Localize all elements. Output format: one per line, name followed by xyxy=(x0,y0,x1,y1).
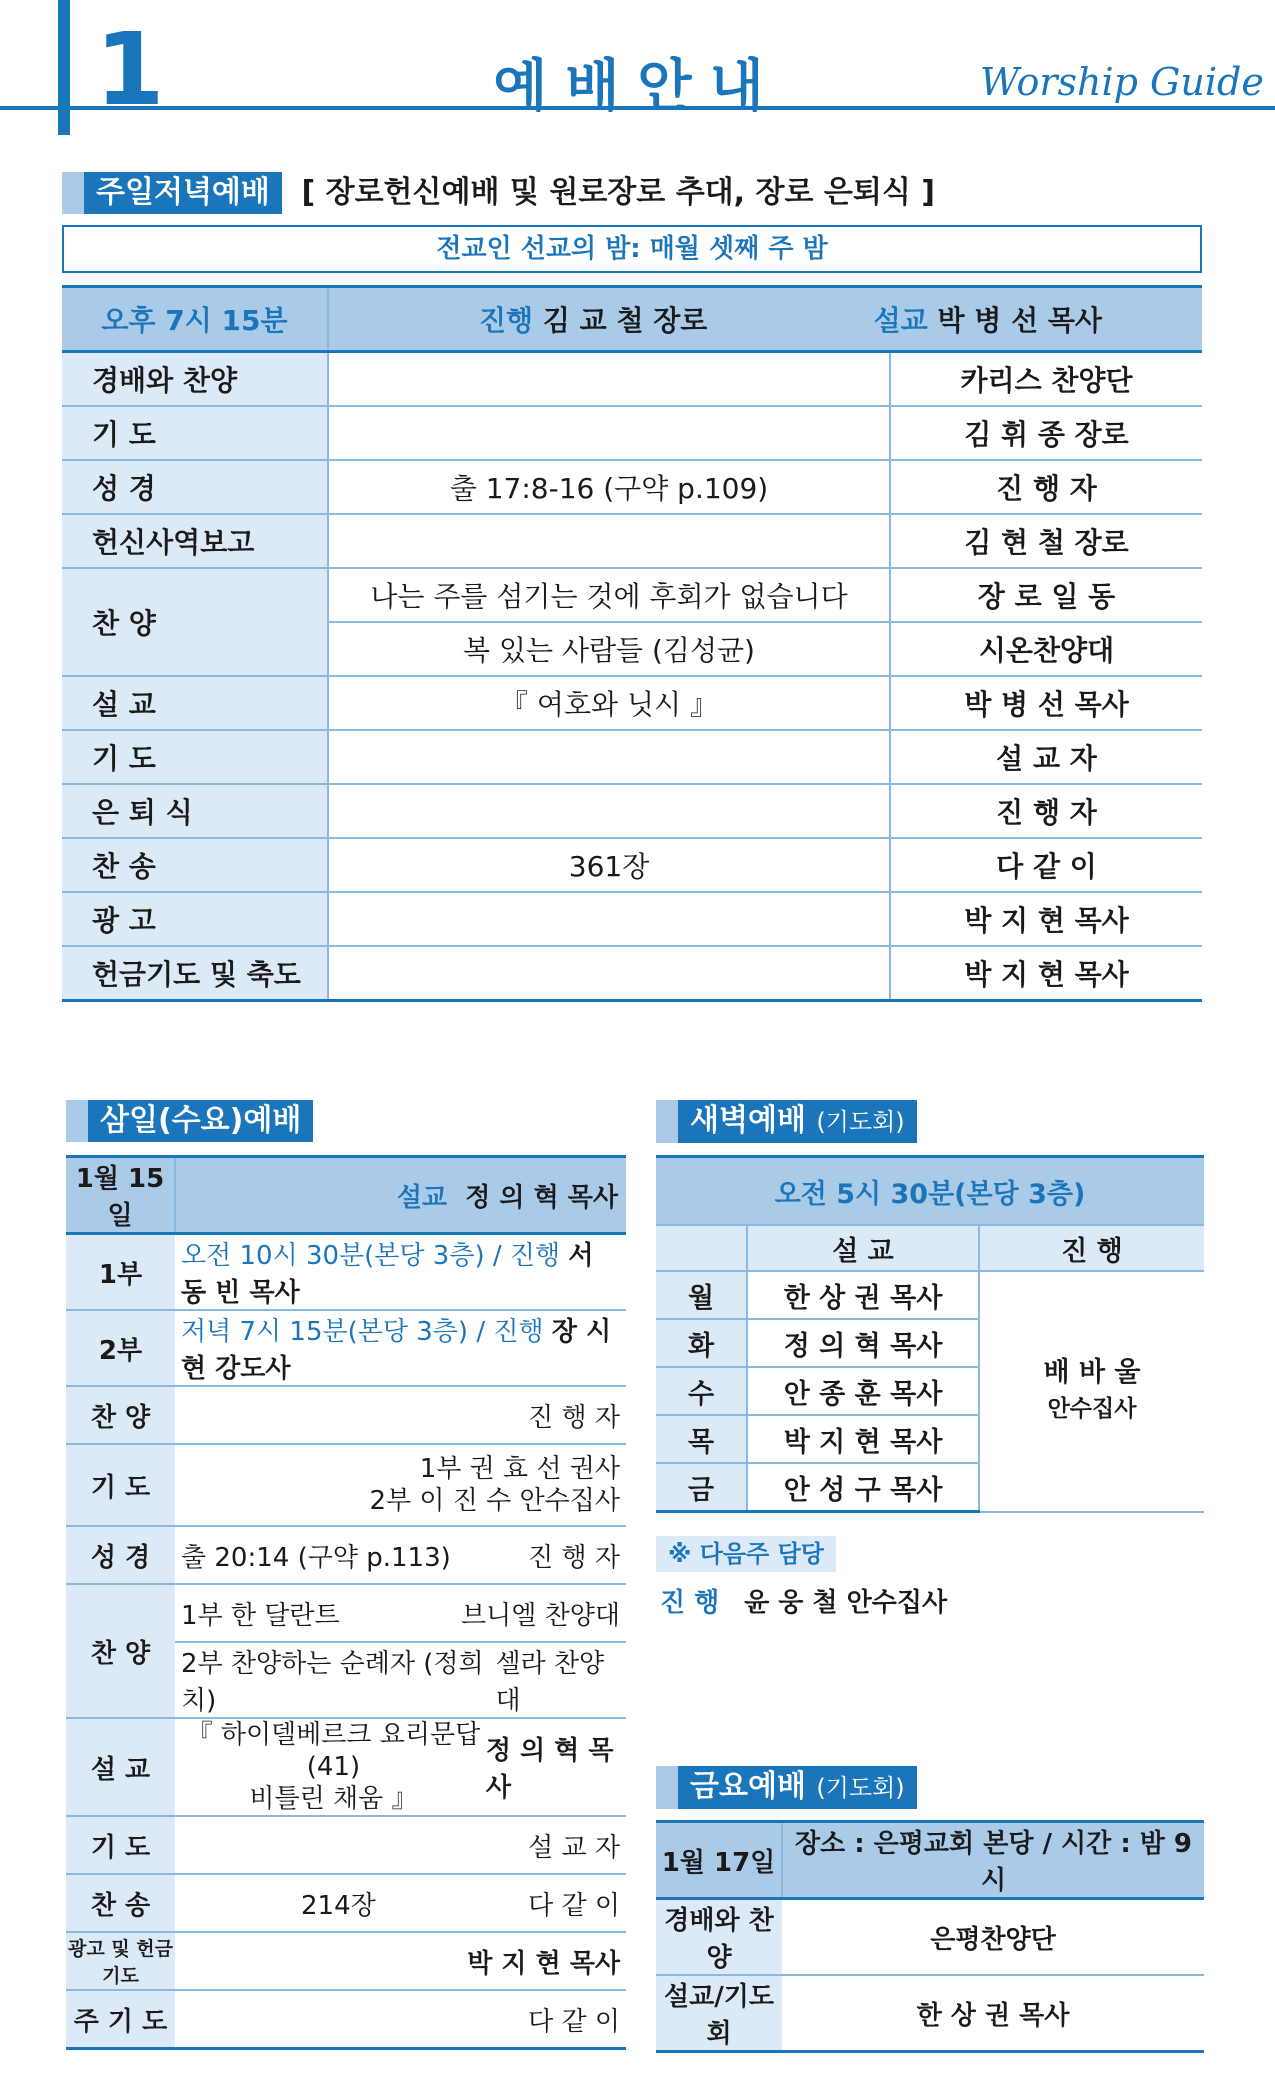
dawn-preacher: 한 상 권 목사 xyxy=(747,1271,979,1319)
row-middle xyxy=(328,730,890,784)
dawn-table xyxy=(656,1155,1204,1513)
page-number: 1 xyxy=(95,11,165,128)
prayer-2: 2부 이 진 수 안수집사 xyxy=(369,1486,620,1516)
dawn-preacher: 안 종 훈 목사 xyxy=(747,1367,979,1415)
dawn-next xyxy=(660,1582,947,1619)
row-middle: 361장 xyxy=(328,838,890,892)
table-row xyxy=(66,1584,626,1642)
table-row xyxy=(656,1975,1204,2052)
row-label: 기 도 xyxy=(66,1816,175,1874)
row-middle xyxy=(328,946,890,1001)
row-label: 기 도 xyxy=(66,1444,175,1526)
friday-table xyxy=(656,1820,1204,2053)
bible-by: 진 행 자 xyxy=(528,1542,620,1573)
dawn-leader-title: 안수집사 xyxy=(1047,1396,1137,1423)
session-label: 1부 xyxy=(66,1234,175,1311)
sunday-subtitle: [ 장로헌신예배 및 원로장로 추대, 장로 은퇴식 ] xyxy=(301,175,936,210)
wednesday-preacher: 정 의 혁 목사 xyxy=(465,1182,618,1213)
friday-heading xyxy=(656,1766,917,1809)
row-right: 진 행 자 xyxy=(890,784,1202,838)
row-value: 설 교 자 xyxy=(175,1816,626,1874)
table-row xyxy=(62,514,1202,568)
dawn-next-tag: ※ 다음주 담당 xyxy=(656,1536,836,1572)
friday-tag: 금요예배 xyxy=(690,1769,806,1804)
row-right: 박 지 현 목사 xyxy=(890,946,1202,1001)
row-middle: 나는 주를 섬기는 것에 후회가 없습니다 xyxy=(328,568,890,622)
table-row xyxy=(66,1932,626,1990)
row-label: 헌신사역보고 xyxy=(62,514,328,568)
row-label: 찬 송 xyxy=(66,1874,175,1932)
dawn-next-name: 윤 웅 철 안수집사 xyxy=(744,1588,948,1618)
page-title-en: Worship Guide xyxy=(980,60,1264,104)
row-label: 은 퇴 식 xyxy=(62,784,328,838)
choir1-song: 1부 한 달란트 xyxy=(181,1600,340,1631)
sunday-leaders xyxy=(328,287,1202,352)
row-middle xyxy=(328,514,890,568)
table-row xyxy=(656,1899,1204,1976)
row-middle: 『 여호와 닛시 』 xyxy=(328,676,890,730)
session-time: 오전 10시 30분(본당 3층) / 진행 xyxy=(181,1241,561,1271)
row-value: 은평찬양단 xyxy=(782,1899,1204,1976)
table-row xyxy=(62,406,1202,460)
dawn-preacher: 박 지 현 목사 xyxy=(747,1415,979,1463)
session-leader: 장 시 현 강도사 xyxy=(181,1317,612,1384)
sunday-table-header xyxy=(62,287,1202,352)
page-title: 예배안내 xyxy=(493,54,782,119)
table-row xyxy=(62,460,1202,514)
dawn-tag-sub: (기도회) xyxy=(816,1108,905,1136)
row-value: 한 상 권 목사 xyxy=(782,1975,1204,2052)
table-row xyxy=(62,568,1202,622)
sunday-tag: 주일저녁예배 xyxy=(62,172,282,214)
row-label: 찬 양 xyxy=(66,1584,175,1718)
friday-tag-sub: (기도회) xyxy=(816,1774,905,1802)
row-middle xyxy=(328,406,890,460)
row-label: 기 도 xyxy=(62,730,328,784)
row-label: 설교/기도회 xyxy=(656,1975,782,2052)
table-row xyxy=(66,1874,626,1932)
wednesday-preacher-label: 설교 xyxy=(396,1182,448,1213)
dawn-day: 수 xyxy=(656,1367,747,1415)
row-label: 찬 양 xyxy=(66,1386,175,1444)
row-middle xyxy=(328,784,890,838)
sermon-title-1: 『 하이델베르크 요리문답(41) xyxy=(186,1720,481,1782)
dawn-preacher: 정 의 혁 목사 xyxy=(747,1319,979,1367)
row-label: 헌금기도 및 축도 xyxy=(62,946,328,1001)
sunday-leader: 김 교 철 장로 xyxy=(542,304,708,337)
row-middle: 출 17:8-16 (구약 p.109) xyxy=(328,460,890,514)
dawn-day: 금 xyxy=(656,1463,747,1512)
dawn-time: 오전 5시 30분(본당 3층) xyxy=(656,1157,1204,1226)
sermon-title-2: 비틀린 채움 』 xyxy=(249,1784,418,1814)
dawn-heading xyxy=(656,1100,917,1143)
dawn-day: 월 xyxy=(656,1271,747,1319)
row-right: 박 병 선 목사 xyxy=(890,676,1202,730)
sunday-preacher: 박 병 선 목사 xyxy=(937,304,1102,337)
row-right: 박 지 현 목사 xyxy=(890,892,1202,946)
row-right: 김 휘 종 장로 xyxy=(890,406,1202,460)
table-row xyxy=(62,784,1202,838)
dawn-tag: 새벽예배 xyxy=(690,1103,806,1138)
row-label: 찬 양 xyxy=(62,568,328,676)
wednesday-heading xyxy=(66,1100,313,1142)
wednesday-tag: 삼일(수요)예배 xyxy=(66,1100,313,1142)
table-row xyxy=(66,1718,626,1816)
row-label: 설 교 xyxy=(66,1718,175,1816)
table-row xyxy=(66,1990,626,2049)
sunday-leader-label: 진행 xyxy=(479,304,534,337)
row-right: 다 같 이 xyxy=(890,838,1202,892)
row-label: 경배와 찬양 xyxy=(656,1899,782,1976)
table-row xyxy=(66,1526,626,1584)
row-middle xyxy=(328,352,890,407)
dawn-preacher: 안 성 구 목사 xyxy=(747,1463,979,1512)
row-label: 성 경 xyxy=(66,1526,175,1584)
sermon-by: 정 의 혁 목사 xyxy=(485,1736,614,1803)
row-label: 광 고 xyxy=(62,892,328,946)
row-label: 주 기 도 xyxy=(66,1990,175,2049)
row-label: 광고 및 헌금기도 xyxy=(66,1932,175,1990)
session-time: 저녁 7시 15분(본당 3층) / 진행 xyxy=(181,1317,544,1347)
table-row xyxy=(62,946,1202,1001)
row-right: 김 현 철 장로 xyxy=(890,514,1202,568)
row-label: 성 경 xyxy=(62,460,328,514)
sunday-table xyxy=(62,285,1202,1002)
wednesday-date: 1월 15일 xyxy=(66,1157,175,1234)
row-right: 설 교 자 xyxy=(890,730,1202,784)
choir2-by: 셀라 찬양대 xyxy=(495,1649,605,1716)
row-label: 경배와 찬양 xyxy=(62,352,328,407)
hymn-by: 다 같 이 xyxy=(528,1890,620,1921)
row-middle xyxy=(328,892,890,946)
wednesday-table-header xyxy=(66,1157,626,1234)
table-row xyxy=(66,1310,626,1386)
dawn-next-label: 진 행 xyxy=(660,1588,720,1618)
row-middle: 복 있는 사람들 (김성균) xyxy=(328,622,890,676)
prayer-1: 1부 권 효 선 권사 xyxy=(419,1454,620,1484)
friday-date: 1월 17일 xyxy=(656,1822,782,1899)
hymn-number: 214장 xyxy=(301,1890,376,1921)
session-leader: 서 동 빈 목사 xyxy=(181,1241,594,1308)
row-label: 설 교 xyxy=(62,676,328,730)
dawn-day: 화 xyxy=(656,1319,747,1367)
table-row xyxy=(62,676,1202,730)
table-row xyxy=(62,730,1202,784)
dawn-col-sermon: 설 교 xyxy=(747,1225,979,1271)
table-row xyxy=(66,1234,626,1311)
table-row xyxy=(656,1271,1204,1319)
dawn-day: 목 xyxy=(656,1415,747,1463)
sunday-preacher-label: 설교 xyxy=(873,304,928,337)
choir1-by: 브니엘 찬양대 xyxy=(461,1600,620,1631)
row-value: 박 지 현 목사 xyxy=(175,1932,626,1990)
dawn-leader-name: 배 바 울 xyxy=(1043,1357,1141,1389)
row-value: 다 같 이 xyxy=(175,1990,626,2049)
table-row xyxy=(66,1444,626,1526)
row-right: 진 행 자 xyxy=(890,460,1202,514)
sunday-banner: 전교인 선교의 밤: 매월 셋째 주 밤 xyxy=(62,225,1202,273)
table-row xyxy=(66,1816,626,1874)
row-right: 시온찬양대 xyxy=(890,622,1202,676)
table-row xyxy=(62,838,1202,892)
table-row xyxy=(62,892,1202,946)
dawn-col-leader: 진 행 xyxy=(979,1225,1204,1271)
row-right: 카리스 찬양단 xyxy=(890,352,1202,407)
choir2-song: 2부 찬양하는 순례자 (정희치) xyxy=(181,1649,484,1716)
sunday-heading xyxy=(62,172,935,214)
sunday-time: 오후 7시 15분 xyxy=(62,287,328,352)
table-row xyxy=(66,1386,626,1444)
session-label: 2부 xyxy=(66,1310,175,1386)
friday-place: 장소 : 은평교회 본당 / 시간 : 밤 9시 xyxy=(782,1822,1204,1899)
bible-text: 출 20:14 (구약 p.113) xyxy=(181,1542,451,1573)
row-right: 장 로 일 동 xyxy=(890,568,1202,622)
row-value: 진 행 자 xyxy=(175,1386,626,1444)
row-label: 기 도 xyxy=(62,406,328,460)
table-row xyxy=(62,352,1202,407)
row-label: 찬 송 xyxy=(62,838,328,892)
wednesday-table xyxy=(66,1155,626,2050)
